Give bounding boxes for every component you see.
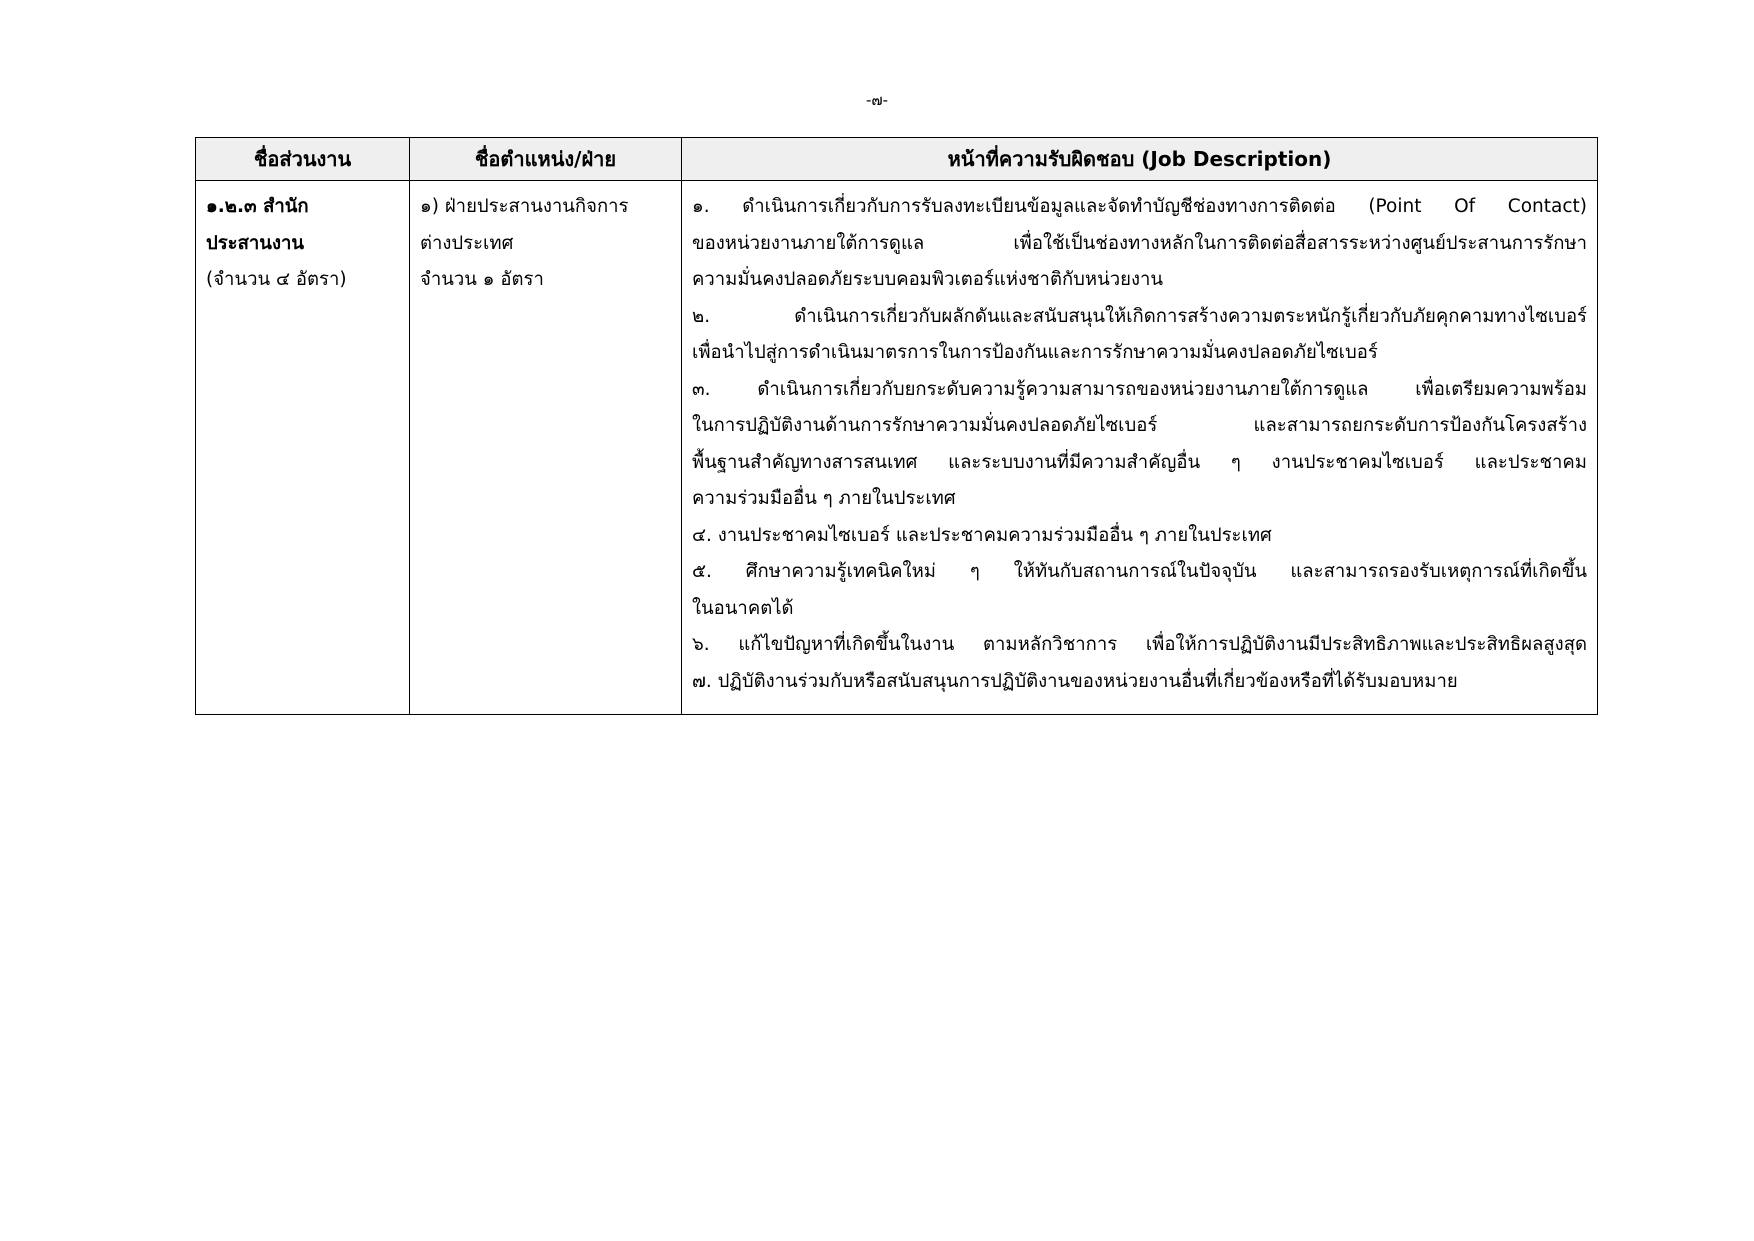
duty-line: ๗. ปฏิบัติงานร่วมกับหรือสนับสนุนการปฏิบัติงานของหน่วยงานอื่นที่เกี่ยวข้องหรือที่ได้รับมอบหมาย	[692, 670, 1458, 692]
header-position-name: ชื่อตำแหน่ง/ฝ่าย	[410, 138, 682, 181]
position-name-line2: ต่างประเทศ	[420, 232, 514, 254]
duty-line: ความร่วมมืออื่น ๆ ภายในประเทศ	[692, 488, 956, 509]
duty-line: ๖. แก้ไขปัญหาที่เกิดขึ้นในงาน ตามหลักวิชาการ เพื่อให้การปฏิบัติงานมีประสิทธิภาพและประสิทธิผลสูงสุด	[692, 634, 1587, 655]
table-header-row	[196, 138, 1598, 181]
duty-line: ๕. ศึกษาความรู้เทคนิคใหม่ ๆ ให้ทันกับสถานการณ์ในปัจจุบัน และสามารถรองรับเหตุการณ์ที่เกิดขึ้น	[692, 561, 1587, 582]
duty-line: ในการปฏิบัติงานด้านการรักษาความมั่นคงปลอดภัยไซเบอร์ และสามารถยกระดับการป้องกันโครงสร้าง	[692, 415, 1587, 436]
unit-count: (จำนวน ๔ อัตรา)	[206, 269, 347, 290]
duty-line: ๑. ดำเนินการเกี่ยวกับการรับลงทะเบียนข้อมูลและจัดทำบัญชีช่องทางการติดต่อ (Point Of Contact)	[692, 196, 1587, 217]
unit-name: ประสานงาน	[206, 232, 305, 254]
position-count: จำนวน ๑ อัตรา	[420, 269, 544, 290]
duty-line: ๓. ดำเนินการเกี่ยวกับยกระดับความรู้ความสามารถของหน่วยงานภายใต้การดูแล เพื่อเตรียมความพร้อม	[692, 378, 1587, 400]
header-job-description: หน้าที่ความรับผิดชอบ (Job Description)	[682, 138, 1598, 181]
position-cell	[410, 181, 682, 715]
duty-line: ของหน่วยงานภายใต้การดูแล เพื่อใช้เป็นช่องทางหลักในการติดต่อสื่อสารระหว่างศูนย์ประสานการรักษา	[692, 232, 1587, 254]
table-row	[196, 181, 1598, 715]
page-number: -๗-	[865, 91, 889, 109]
duty-line: ในอนาคตได้	[692, 597, 794, 619]
duty-line: ๒. ดำเนินการเกี่ยวกับผลักดันและสนับสนุนให้เกิดการสร้างความตระหนักรู้เกี่ยวกับภัยคุกคามทางไซเบอร์	[692, 305, 1587, 327]
duty-line: ๔. งานประชาคมไซเบอร์ และประชาคมความร่วมมืออื่น ๆ ภายในประเทศ	[692, 524, 1272, 546]
header-unit-name: ชื่อส่วนงาน	[196, 138, 410, 181]
duty-line: พื้นฐานสำคัญทางสารสนเทศ และระบบงานที่มีความสำคัญอื่น ๆ งานประชาคมไซเบอร์ และประชาคม	[692, 451, 1587, 473]
duty-line: ความมั่นคงปลอดภัยระบบคอมพิวเตอร์แห่งชาติกับหน่วยงาน	[692, 269, 1164, 290]
unit-code: ๑.๒.๓ สำนัก	[206, 196, 309, 217]
unit-cell	[196, 181, 410, 715]
job-description-table	[195, 137, 1598, 715]
duties-cell	[682, 181, 1598, 715]
duty-line: เพื่อนำไปสู่การดำเนินมาตรการในการป้องกันและการรักษาความมั่นคงปลอดภัยไซเบอร์	[692, 342, 1378, 363]
position-name-line1: ๑) ฝ่ายประสานงานกิจการ	[420, 196, 629, 217]
